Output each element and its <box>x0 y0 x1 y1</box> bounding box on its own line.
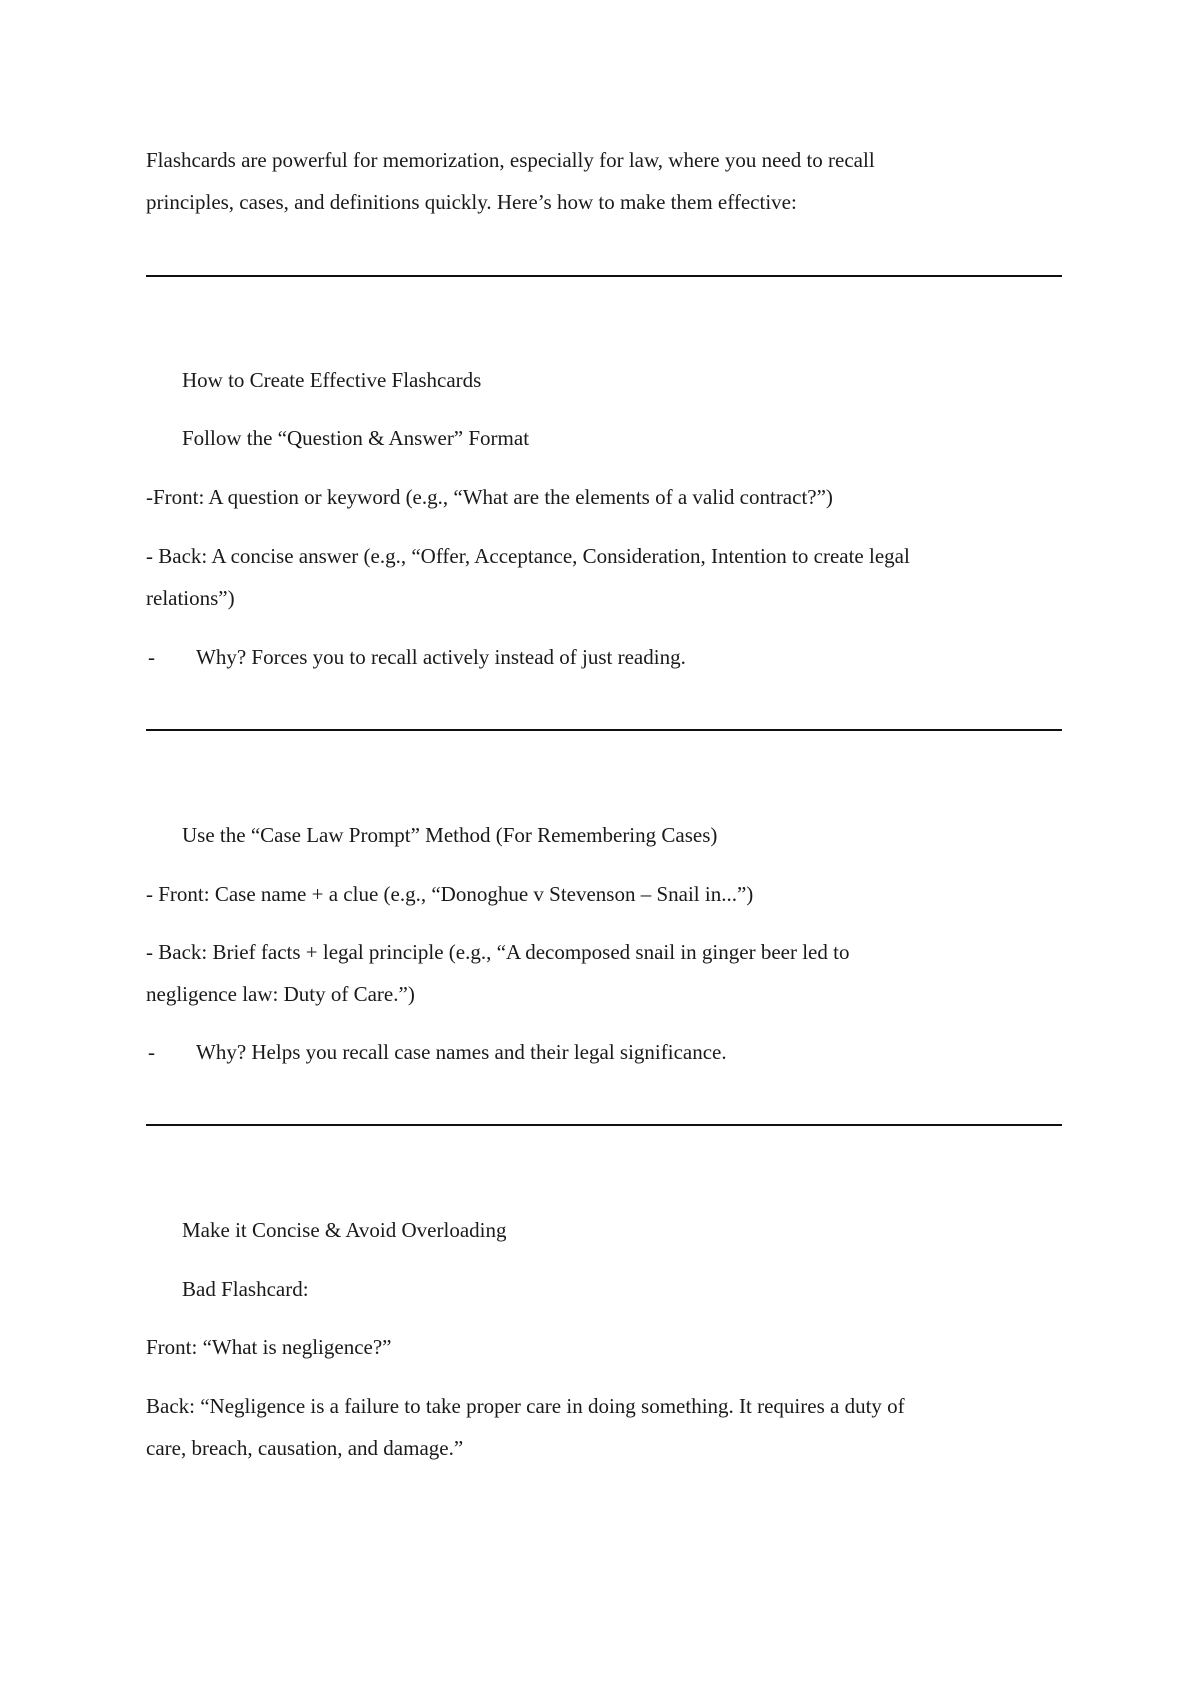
section-heading: Use the “Case Law Prompt” Method (For Remembering Cases) <box>182 823 718 847</box>
bullet-dash: - <box>148 645 155 669</box>
why-note: Why? Forces you to recall actively instead of just reading. <box>196 645 686 669</box>
flashcard-back-text: - Back: A concise answer (e.g., “Offer, Acceptance, Consideration, Intention to create legal <box>146 544 910 568</box>
flashcard-front-text: Front: “What is negligence?” <box>146 1335 392 1359</box>
section-heading: How to Create Effective Flashcards <box>182 368 482 392</box>
flashcard-front-text: -Front: A question or keyword (e.g., “What are the elements of a valid contract?”) <box>146 485 833 509</box>
why-note: Why? Helps you recall case names and their legal significance. <box>196 1040 727 1064</box>
bullet-dash: - <box>148 1040 155 1064</box>
section-subheading: Bad Flashcard: <box>182 1277 309 1301</box>
horizontal-rule <box>146 275 1062 277</box>
flashcard-back-text: Back: “Negligence is a failure to take proper care in doing something. It requires a duty of <box>146 1394 905 1418</box>
intro-line-1: Flashcards are powerful for memorization, especially for law, where you need to recall <box>146 148 875 172</box>
section-subheading: Follow the “Question & Answer” Format <box>182 426 530 450</box>
section-heading: Make it Concise & Avoid Overloading <box>182 1218 507 1242</box>
horizontal-rule <box>146 1124 1062 1126</box>
flashcard-back-text-continued: relations”) <box>146 586 235 610</box>
flashcard-back-text-continued: care, breach, causation, and damage.” <box>146 1436 464 1460</box>
intro-line-2: principles, cases, and definitions quickly. Here’s how to make them effective: <box>146 190 797 214</box>
flashcard-back-text: - Back: Brief facts + legal principle (e.g., “A decomposed snail in ginger beer led to <box>146 940 850 964</box>
flashcard-front-text: - Front: Case name + a clue (e.g., “Donoghue v Stevenson – Snail in...”) <box>146 882 754 906</box>
flashcard-back-text-continued: negligence law: Duty of Care.”) <box>146 982 415 1006</box>
horizontal-rule <box>146 729 1062 731</box>
